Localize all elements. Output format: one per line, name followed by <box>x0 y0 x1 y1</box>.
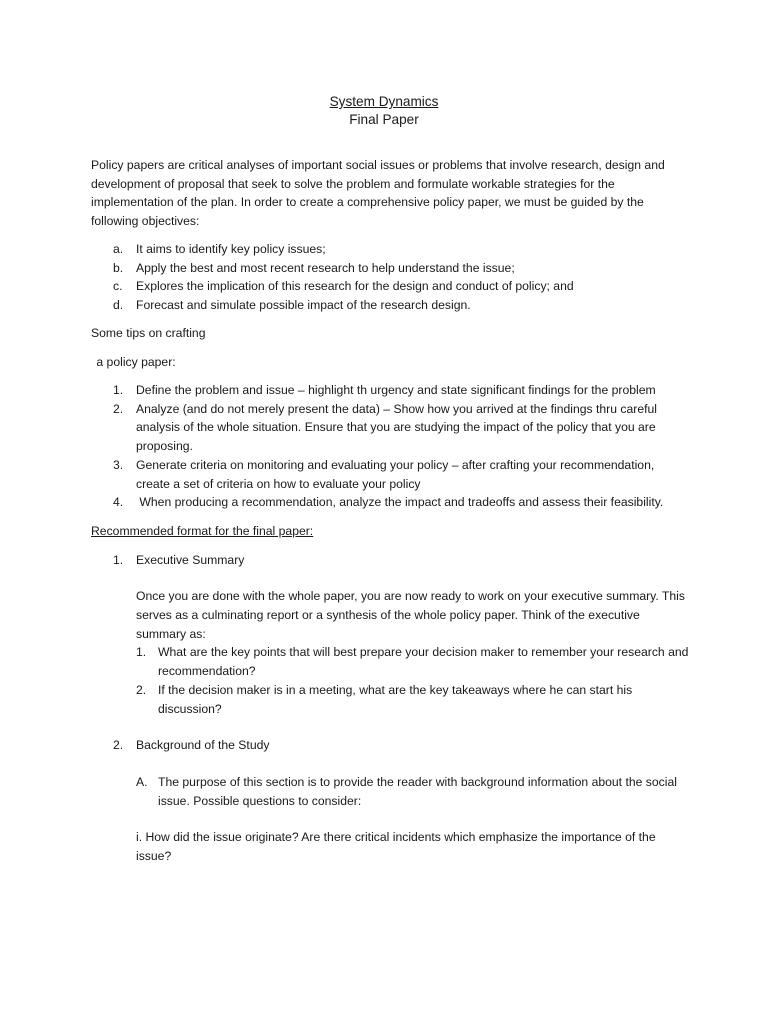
list-marker: b. <box>113 260 124 275</box>
executive-summary-paragraph: Once you are done with the whole paper, you are now ready to work on your executive summary. This serves as a culminating report or a synthesis of the whole policy paper. Think of the executive summary as: <box>136 589 685 641</box>
background-subitem-text: The purpose of this section is to provide the reader with background information about the social issue. Possible questions to consider: <box>158 774 677 808</box>
list-marker: a. <box>113 241 124 256</box>
objective-text: Forecast and simulate possible impact of the research design. <box>136 297 471 312</box>
executive-summary-body <box>91 587 691 718</box>
list-marker: 1. <box>136 645 147 660</box>
list-marker: d. <box>113 297 124 312</box>
summary-question-item <box>136 643 691 680</box>
list-marker: 2. <box>113 401 124 416</box>
summary-question-text: If the decision maker is in a meeting, what are the key takeaways where he can start his discussion? <box>158 682 633 716</box>
objective-text: Explores the implication of this research for the design and conduct of policy; and <box>136 279 574 294</box>
list-marker: 1. <box>113 383 124 398</box>
tip-text: When producing a recommendation, analyze the impact and tradeoffs and assess their feasibility. <box>136 495 664 510</box>
format-heading: Recommended format for the final paper: <box>91 523 314 538</box>
tip-text: Generate criteria on monitoring and evaluating your policy – after crafting your recommendation, create a set of criteria on how to evaluate your policy <box>136 457 655 491</box>
list-marker: 3. <box>113 457 124 472</box>
objective-text: It aims to identify key policy issues; <box>136 241 326 256</box>
list-marker: A. <box>136 774 148 789</box>
tips-intro-line2: a policy paper: <box>93 355 176 370</box>
tip-item <box>91 493 691 512</box>
document-subtitle: Final Paper <box>349 112 419 127</box>
section-heading-executive-summary <box>91 551 691 570</box>
list-marker: 4. <box>113 495 124 510</box>
tip-item <box>91 456 691 493</box>
section-title: Background of the Study <box>136 738 270 753</box>
tip-item <box>91 381 691 400</box>
document-title: System Dynamics <box>329 94 439 109</box>
document-body <box>91 156 691 866</box>
section-title: Executive Summary <box>136 552 245 567</box>
list-marker: 2. <box>136 682 147 697</box>
objective-item <box>91 296 691 315</box>
tip-text: Analyze (and do not merely present the data) – Show how you arrived at the findings thru careful analysis of the whole situation. Ensure that you are studying the impact of the policy that you are proposing. <box>136 401 657 454</box>
objectives-list <box>91 240 691 315</box>
background-question-1: i. How did the issue originate? Are there critical incidents which emphasize the importance of the issue? <box>136 830 656 864</box>
list-marker: 2. <box>113 738 124 753</box>
tips-intro-line1: Some tips on crafting <box>91 325 206 340</box>
objective-item <box>91 277 691 296</box>
background-subitem-a <box>136 773 691 810</box>
list-marker: c. <box>113 279 123 294</box>
summary-question-text: What are the key points that will best prepare your decision maker to remember your research and recommendation? <box>158 645 689 679</box>
tips-list <box>91 381 691 512</box>
tip-text: Define the problem and issue – highlight th urgency and state significant findings for the problem <box>136 383 656 398</box>
list-marker: 1. <box>113 552 124 567</box>
objective-item <box>91 240 691 259</box>
objective-item <box>91 259 691 278</box>
summary-question-item <box>136 681 691 718</box>
section-heading-background <box>91 736 691 755</box>
title-block <box>0 93 768 129</box>
tip-item <box>91 400 691 456</box>
objective-text: Apply the best and most recent research to help understand the issue; <box>136 260 515 275</box>
intro-paragraph: Policy papers are critical analyses of important social issues or problems that involve research, design and development of proposal that seek to solve the problem and formulate workable strategies for the implementation of the plan. In order to create a comprehensive policy paper, we must be guided by the following objectives: <box>91 158 665 229</box>
